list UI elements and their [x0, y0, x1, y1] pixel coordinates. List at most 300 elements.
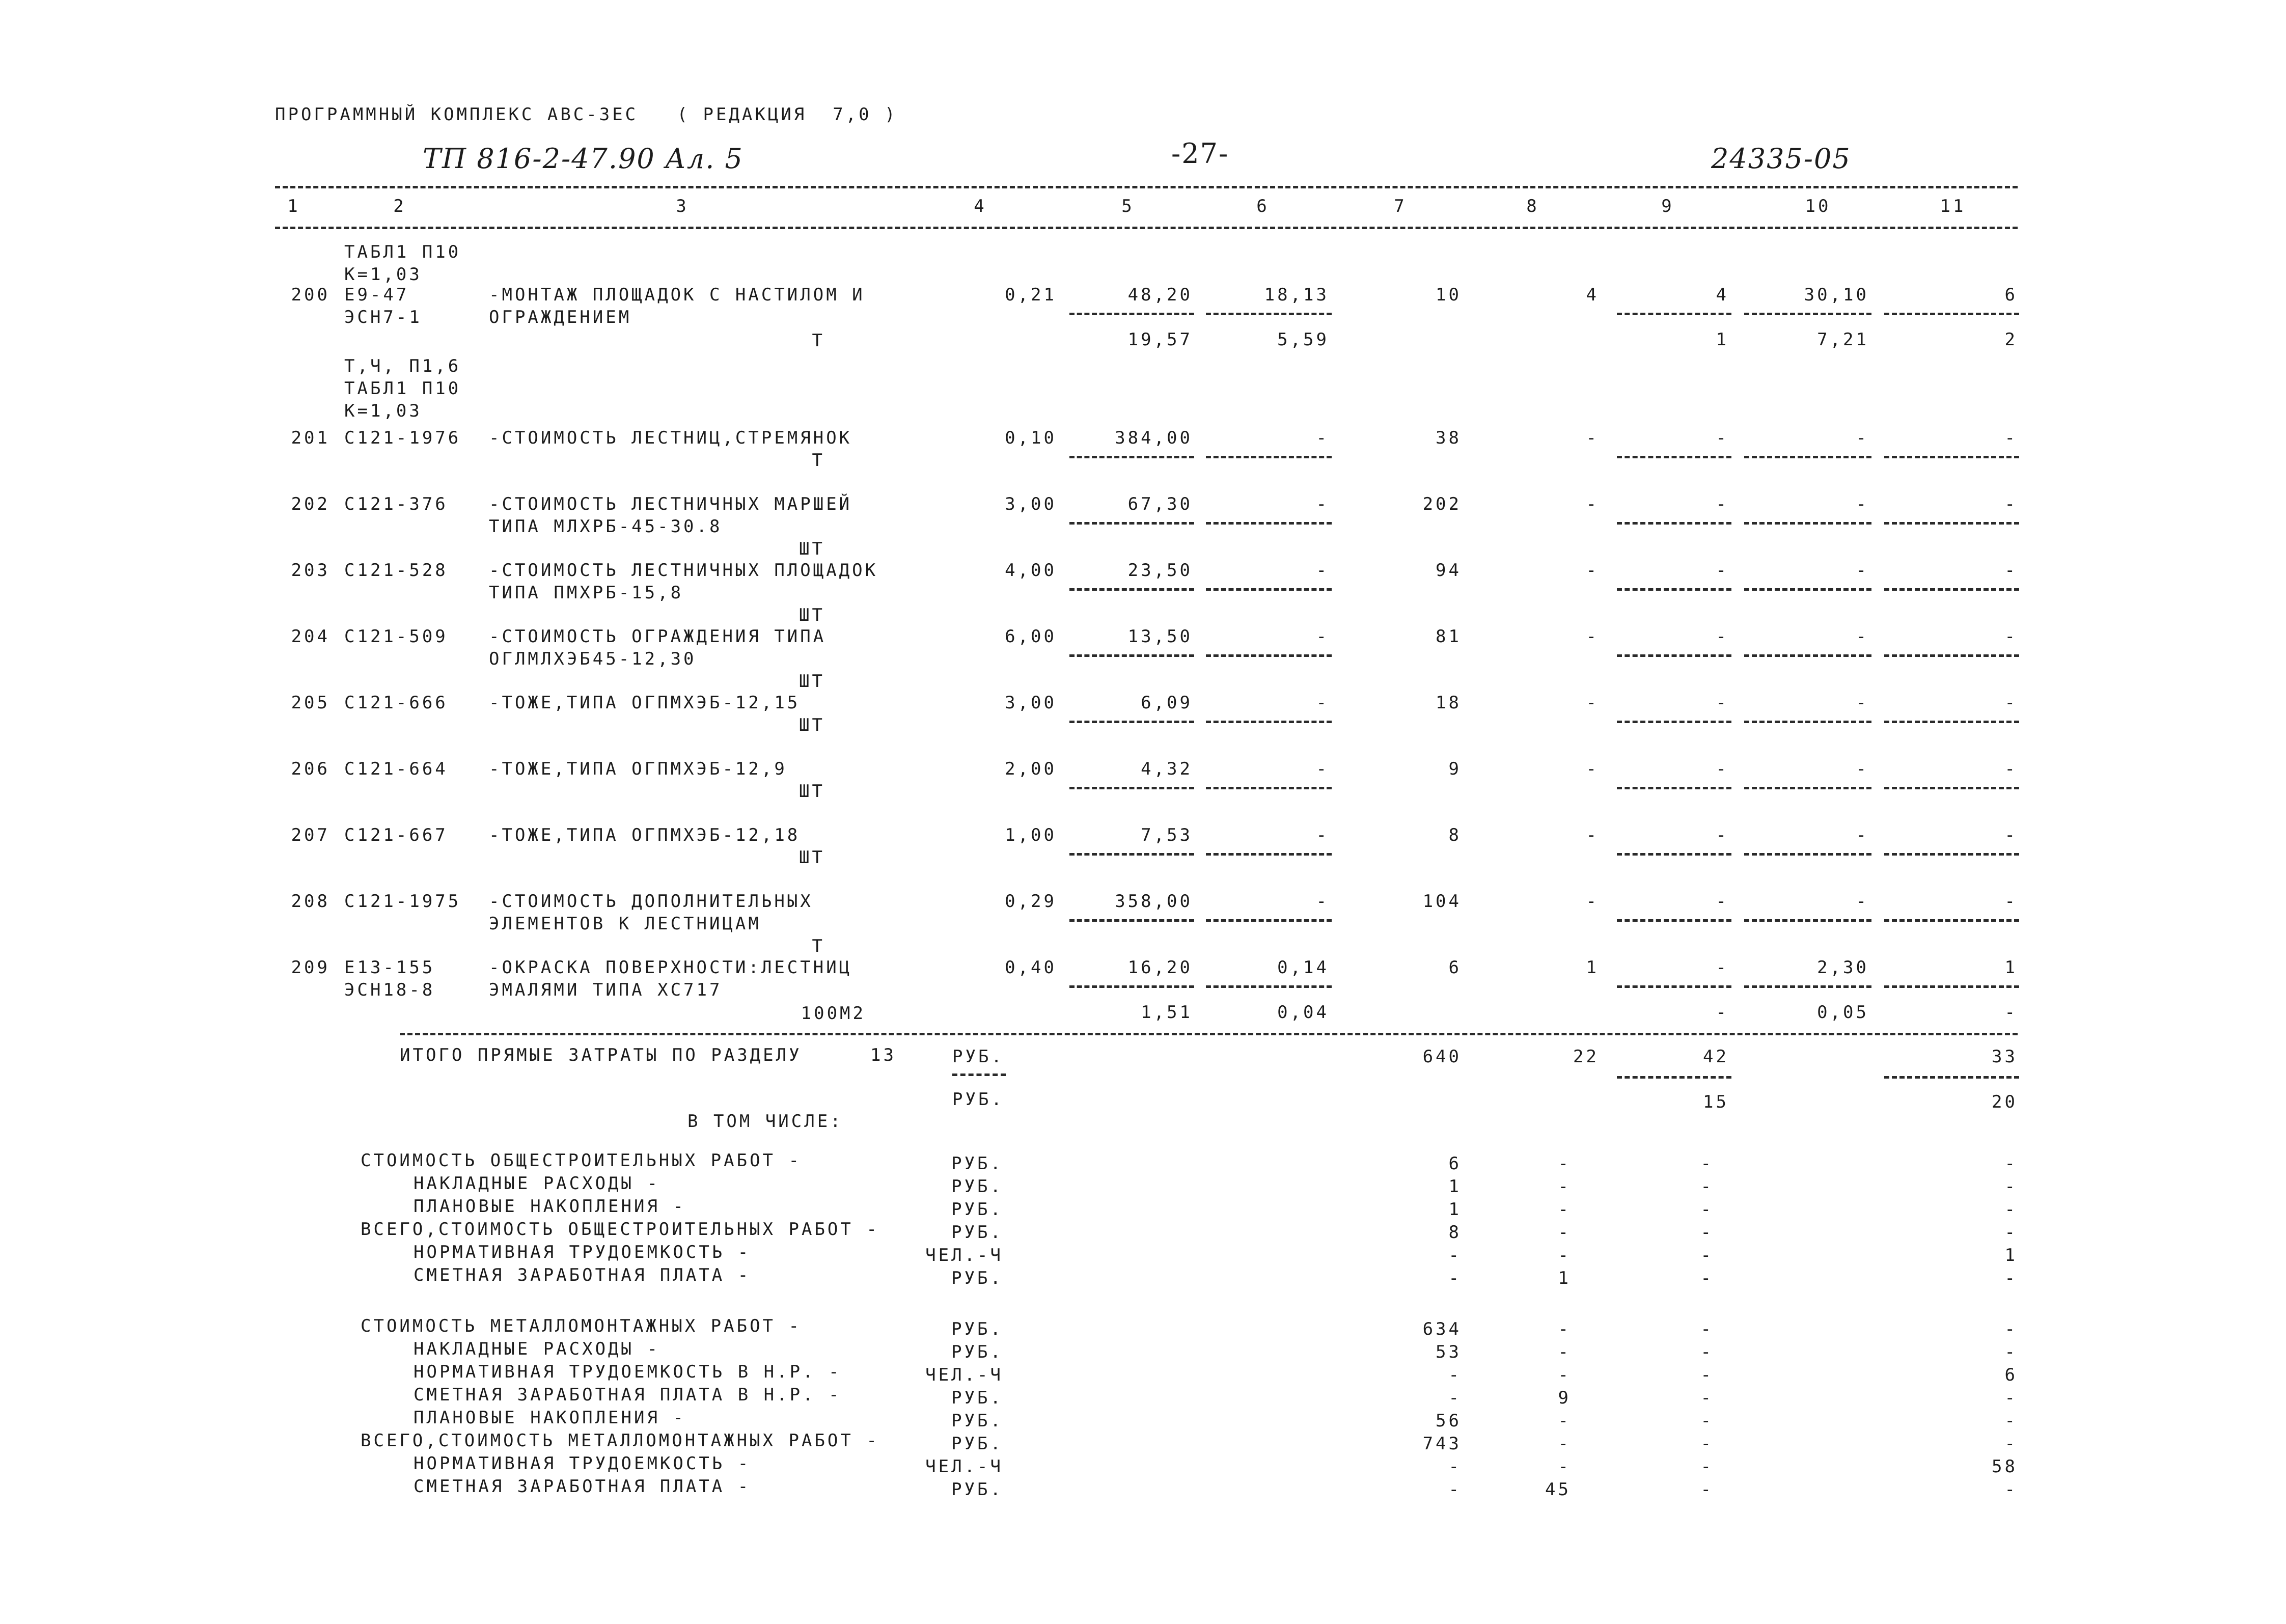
value-c6: -	[1316, 428, 1329, 448]
wage-c9b: 1	[1716, 329, 1729, 350]
subline-c6	[1206, 456, 1332, 458]
summary-c9: -	[1700, 1434, 1714, 1454]
norm-code: С121-666	[344, 693, 448, 713]
value-c6: -	[1316, 759, 1329, 779]
subline-c9	[1617, 588, 1731, 591]
summary-c7: -	[1448, 1245, 1462, 1265]
wage-c5b: 19,57	[1127, 329, 1193, 350]
column-number-2: 2	[393, 196, 406, 216]
work-name: -СТОИМОСТЬ ДОПОЛНИТЕЛЬНЫХ	[489, 891, 813, 912]
quantity: 0,10	[1005, 428, 1057, 448]
value-c6: -	[1316, 494, 1329, 514]
column-number-6: 6	[1256, 196, 1270, 216]
summary-c11: -	[2004, 1268, 2018, 1288]
total-c9b: 15	[1703, 1092, 1729, 1112]
row-number: 205	[291, 693, 330, 713]
value-c7: 10	[1436, 285, 1462, 305]
value-c5: 358,00	[1115, 891, 1193, 912]
value-c9: -	[1716, 825, 1729, 845]
subline-c11	[1884, 588, 2019, 591]
subline-c11	[1884, 522, 2019, 525]
value-c7: 81	[1436, 626, 1462, 647]
value-c8: -	[1586, 494, 1599, 514]
subline-c10	[1744, 522, 1871, 525]
total-c8: 22	[1573, 1047, 1599, 1067]
value-c9: -	[1716, 626, 1729, 647]
value-c5: 48,20	[1127, 285, 1193, 305]
summary-c8: 45	[1545, 1479, 1571, 1500]
summary-c11: -	[2004, 1319, 2018, 1339]
summary-c9: -	[1700, 1479, 1714, 1500]
value-c10: -	[1856, 891, 1869, 912]
summary-c7: 743	[1422, 1434, 1462, 1454]
summary-c9: -	[1700, 1319, 1714, 1339]
work-name: -ТОЖЕ,ТИПА ОГПМХЭБ-12,18	[489, 825, 801, 845]
value-c5: 13,50	[1127, 626, 1193, 647]
value-c8: -	[1586, 759, 1599, 779]
subline-c10	[1744, 313, 1871, 315]
value-c5: 7,53	[1141, 825, 1193, 845]
summary-c8: 9	[1558, 1388, 1571, 1408]
value-c6: 18,13	[1264, 285, 1329, 305]
summary-c8: -	[1558, 1342, 1571, 1362]
subline-c5	[1069, 522, 1194, 525]
value-c6: -	[1316, 825, 1329, 845]
norm-code: С121-509	[344, 626, 448, 647]
subline-c6	[1206, 721, 1332, 723]
norm-code: Е13-155	[344, 957, 435, 978]
summary-c11: -	[2004, 1176, 2018, 1197]
value-c9: -	[1716, 560, 1729, 581]
total-c9-rule	[1617, 1076, 1731, 1079]
value-c6: -	[1316, 693, 1329, 713]
unit: ШТ	[799, 539, 825, 559]
summary-c8: -	[1558, 1434, 1571, 1454]
value-c5: 23,50	[1127, 560, 1193, 581]
norm-code: С121-664	[344, 759, 448, 779]
summary-c11: -	[2004, 1199, 2018, 1220]
total-unit-2: РУБ.	[952, 1089, 1004, 1110]
quantity: 0,40	[1005, 957, 1057, 978]
summary-unit: РУБ.	[951, 1434, 1003, 1454]
subline-c9	[1617, 721, 1731, 723]
row-number: 209	[291, 957, 330, 978]
value-c11: -	[2004, 494, 2018, 514]
page-number: -27-	[1171, 137, 1229, 170]
summary-c7: -	[1448, 1268, 1462, 1288]
value-c11: -	[2004, 759, 2018, 779]
summary-c9: -	[1700, 1411, 1714, 1431]
summary-unit: ЧЕЛ.-Ч	[925, 1245, 1003, 1265]
summary-label: СМЕТНАЯ ЗАРАБОТНАЯ ПЛАТА В Н.Р. -	[414, 1385, 842, 1405]
norm-code: С121-528	[344, 560, 448, 581]
subline-c10	[1744, 721, 1871, 723]
value-c10: -	[1856, 626, 1869, 647]
value-c7: 8	[1448, 825, 1462, 845]
value-c7: 104	[1422, 891, 1462, 912]
value-c10: -	[1856, 825, 1869, 845]
summary-unit: РУБ.	[951, 1199, 1003, 1220]
value-c8: 1	[1586, 957, 1599, 978]
work-name: -СТОИМОСТЬ ОГРАЖДЕНИЯ ТИПА	[489, 626, 827, 647]
summary-c11: -	[2004, 1388, 2018, 1408]
subline-c11	[1884, 853, 2019, 856]
work-name: ОГЛМЛХЭБ45-12,30	[489, 649, 697, 669]
row-number: 203	[291, 560, 330, 581]
subline-c11	[1884, 721, 2019, 723]
archive-number: 24335-05	[1711, 143, 1851, 175]
row-number: 201	[291, 428, 330, 448]
subline-c5	[1069, 456, 1194, 458]
value-c11: -	[2004, 693, 2018, 713]
unit: 100М2	[801, 1003, 866, 1024]
summary-c9: -	[1700, 1268, 1714, 1288]
subline-c9	[1617, 919, 1731, 922]
value-c8: -	[1586, 560, 1599, 581]
total-c7: 640	[1422, 1047, 1462, 1067]
summary-label: ВСЕГО,СТОИМОСТЬ ОБЩЕСТРОИТЕЛЬНЫХ РАБОТ -	[361, 1219, 879, 1240]
summary-label: СМЕТНАЯ ЗАРАБОТНАЯ ПЛАТА -	[414, 1476, 751, 1497]
value-c9: -	[1716, 693, 1729, 713]
total-unit-rule	[952, 1074, 1006, 1076]
column-number-7: 7	[1394, 196, 1407, 216]
value-c9: -	[1716, 957, 1729, 978]
summary-label: СТОИМОСТЬ МЕТАЛЛОМОНТАЖНЫХ РАБОТ -	[361, 1316, 802, 1336]
norm-code: С121-1976	[344, 428, 461, 448]
summary-c8: 1	[1558, 1268, 1571, 1288]
value-c5: 384,00	[1115, 428, 1193, 448]
summary-c7: 634	[1422, 1319, 1462, 1339]
header-rule-bottom	[275, 227, 2018, 229]
value-c11: -	[2004, 428, 2018, 448]
subline-c9	[1617, 985, 1731, 988]
summary-c11: -	[2004, 1222, 2018, 1243]
summary-c7: 53	[1436, 1342, 1462, 1362]
summary-unit: ЧЕЛ.-Ч	[925, 1456, 1003, 1477]
summary-unit: РУБ.	[951, 1388, 1003, 1408]
column-number-8: 8	[1526, 196, 1539, 216]
subline-c9	[1617, 313, 1731, 315]
subline-c6	[1206, 853, 1332, 856]
value-c7: 18	[1436, 693, 1462, 713]
row-note: Т,Ч, П1,6	[344, 356, 461, 376]
summary-c11: -	[2004, 1411, 2018, 1431]
subline-c9	[1617, 787, 1731, 789]
subline-c10	[1744, 853, 1871, 856]
total-label: ИТОГО ПРЯМЫЕ ЗАТРАТЫ ПО РАЗДЕЛУ	[400, 1045, 802, 1065]
wage-c11b: -	[2004, 1002, 2018, 1023]
value-c7: 202	[1422, 494, 1462, 514]
work-name: ЭМАЛЯМИ ТИПА ХС717	[489, 980, 723, 1000]
unit: ШТ	[799, 781, 825, 802]
summary-c9: -	[1700, 1199, 1714, 1220]
row-number: 202	[291, 494, 330, 514]
row-note: ТАБЛ1 П10	[344, 242, 461, 262]
subline-c11	[1884, 787, 2019, 789]
subline-c11	[1884, 985, 2019, 988]
value-c11: -	[2004, 891, 2018, 912]
column-number-3: 3	[676, 196, 689, 216]
summary-c8: -	[1558, 1456, 1571, 1477]
summary-label: ПЛАНОВЫЕ НАКОПЛЕНИЯ -	[414, 1196, 686, 1217]
subline-c6	[1206, 522, 1332, 525]
value-c6: -	[1316, 891, 1329, 912]
column-number-5: 5	[1121, 196, 1135, 216]
total-rule	[400, 1033, 2018, 1035]
summary-c11: 58	[1992, 1456, 2018, 1477]
summary-label: ПЛАНОВЫЕ НАКОПЛЕНИЯ -	[414, 1408, 686, 1428]
value-c11: -	[2004, 825, 2018, 845]
summary-c11: -	[2004, 1479, 2018, 1500]
value-c9: -	[1716, 759, 1729, 779]
row-note: ТАБЛ1 П10	[344, 378, 461, 399]
row-number: 204	[291, 626, 330, 647]
value-c6: -	[1316, 560, 1329, 581]
summary-unit: РУБ.	[951, 1176, 1003, 1197]
work-name: -ТОЖЕ,ТИПА ОГПМХЭБ-12,15	[489, 693, 801, 713]
summary-c8: -	[1558, 1319, 1571, 1339]
subline-c10	[1744, 654, 1871, 657]
work-name: -СТОИМОСТЬ ЛЕСТНИЧНЫХ ПЛОЩАДОК	[489, 560, 878, 581]
quantity: 6,00	[1005, 626, 1057, 647]
subline-c5	[1069, 654, 1194, 657]
summary-unit: РУБ.	[951, 1479, 1003, 1500]
value-c8: -	[1586, 626, 1599, 647]
value-c7: 38	[1436, 428, 1462, 448]
summary-label: СТОИМОСТЬ ОБЩЕСТРОИТЕЛЬНЫХ РАБОТ -	[361, 1150, 802, 1171]
subline-c6	[1206, 919, 1332, 922]
subline-c10	[1744, 456, 1871, 458]
norm-code: С121-1975	[344, 891, 461, 912]
unit: Т	[812, 936, 825, 956]
summary-c9: -	[1700, 1245, 1714, 1265]
value-c6: -	[1316, 626, 1329, 647]
subline-c10	[1744, 588, 1871, 591]
subline-c5	[1069, 919, 1194, 922]
norm-code: ЭСН7-1	[344, 307, 422, 327]
subline-c11	[1884, 654, 2019, 657]
summary-c9: -	[1700, 1153, 1714, 1174]
summary-unit: РУБ.	[951, 1268, 1003, 1288]
total-c11-rule	[1884, 1076, 2019, 1079]
quantity: 2,00	[1005, 759, 1057, 779]
value-c6: 0,14	[1277, 957, 1329, 978]
row-number: 200	[291, 285, 330, 305]
summary-c9: -	[1700, 1176, 1714, 1197]
summary-c8: -	[1558, 1245, 1571, 1265]
value-c11: 1	[2004, 957, 2018, 978]
value-c5: 16,20	[1127, 957, 1193, 978]
value-c7: 94	[1436, 560, 1462, 581]
value-c10: -	[1856, 693, 1869, 713]
value-c10: 2,30	[1817, 957, 1869, 978]
summary-unit: РУБ.	[951, 1153, 1003, 1174]
summary-c11: -	[2004, 1434, 2018, 1454]
program-header: ПРОГРАММНЫЙ КОМПЛЕКС АВС-3ЕС ( РЕДАКЦИЯ 7,0 )	[275, 104, 898, 125]
total-unit: РУБ.	[952, 1047, 1004, 1067]
summary-label: НАКЛАДНЫЕ РАСХОДЫ -	[414, 1339, 660, 1359]
subline-c5	[1069, 853, 1194, 856]
wage-c9b: -	[1716, 1002, 1729, 1023]
summary-c11: -	[2004, 1153, 2018, 1174]
summary-c7: -	[1448, 1365, 1462, 1385]
row-number: 206	[291, 759, 330, 779]
value-c8: 4	[1586, 285, 1599, 305]
summary-c8: -	[1558, 1153, 1571, 1174]
summary-c7: 56	[1436, 1411, 1462, 1431]
summary-c11: 1	[2004, 1245, 2018, 1265]
summary-c9: -	[1700, 1342, 1714, 1362]
value-c10: -	[1856, 494, 1869, 514]
summary-c9: -	[1700, 1365, 1714, 1385]
unit: ШТ	[799, 847, 825, 868]
column-number-11: 11	[1940, 196, 1966, 216]
column-number-1: 1	[287, 196, 300, 216]
work-name: ОГРАЖДЕНИЕМ	[489, 307, 632, 327]
value-c8: -	[1586, 428, 1599, 448]
summary-c9: -	[1700, 1388, 1714, 1408]
value-c7: 6	[1448, 957, 1462, 978]
wage-c10b: 0,05	[1817, 1002, 1869, 1023]
summary-label: НОРМАТИВНАЯ ТРУДОЕМКОСТЬ -	[414, 1242, 751, 1262]
value-c5: 67,30	[1127, 494, 1193, 514]
quantity: 3,00	[1005, 693, 1057, 713]
column-number-9: 9	[1661, 196, 1674, 216]
subline-c5	[1069, 985, 1194, 988]
summary-unit: РУБ.	[951, 1342, 1003, 1362]
summary-c8: -	[1558, 1199, 1571, 1220]
wage-c5b: 1,51	[1141, 1002, 1193, 1023]
norm-code: ЭСН18-8	[344, 980, 435, 1000]
quantity: 1,00	[1005, 825, 1057, 845]
subline-c6	[1206, 654, 1332, 657]
value-c11: -	[2004, 626, 2018, 647]
work-name: -МОНТАЖ ПЛОЩАДОК С НАСТИЛОМ И	[489, 285, 865, 305]
subline-c9	[1617, 522, 1731, 525]
summary-c8: -	[1558, 1365, 1571, 1385]
quantity: 0,29	[1005, 891, 1057, 912]
subline-c6	[1206, 313, 1332, 315]
subline-c6	[1206, 985, 1332, 988]
subline-c5	[1069, 721, 1194, 723]
doc-reference: ТП 816-2-47.90 Ал. 5	[423, 143, 743, 175]
summary-unit: ЧЕЛ.-Ч	[925, 1365, 1003, 1385]
summary-c11: -	[2004, 1342, 2018, 1362]
work-name: -ТОЖЕ,ТИПА ОГПМХЭБ-12,9	[489, 759, 787, 779]
value-c5: 6,09	[1141, 693, 1193, 713]
norm-code: С121-376	[344, 494, 448, 514]
unit: ШТ	[799, 671, 825, 692]
subline-c9	[1617, 456, 1731, 458]
summary-c8: -	[1558, 1411, 1571, 1431]
summary-c9: -	[1700, 1222, 1714, 1243]
summary-c7: 6	[1448, 1153, 1462, 1174]
header-rule-top	[275, 186, 2018, 188]
value-c7: 9	[1448, 759, 1462, 779]
summary-unit: РУБ.	[951, 1222, 1003, 1243]
subline-c11	[1884, 456, 2019, 458]
wage-c11b: 2	[2004, 329, 2018, 350]
column-number-4: 4	[974, 196, 987, 216]
value-c11: 6	[2004, 285, 2018, 305]
summary-c7: 8	[1448, 1222, 1462, 1243]
summary-c7: -	[1448, 1456, 1462, 1477]
work-name: ТИПА ПМХРБ-15,8	[489, 583, 684, 603]
summary-label: СМЕТНАЯ ЗАРАБОТНАЯ ПЛАТА -	[414, 1265, 751, 1285]
subline-c6	[1206, 787, 1332, 789]
summary-unit: РУБ.	[951, 1319, 1003, 1339]
quantity: 4,00	[1005, 560, 1057, 581]
value-c11: -	[2004, 560, 2018, 581]
value-c10: -	[1856, 759, 1869, 779]
subline-c9	[1617, 654, 1731, 657]
unit: Т	[812, 450, 825, 471]
subline-c5	[1069, 588, 1194, 591]
value-c8: -	[1586, 891, 1599, 912]
summary-c7: -	[1448, 1479, 1462, 1500]
row-note: К=1,03	[344, 264, 422, 285]
wage-c6b: 5,59	[1277, 329, 1329, 350]
in-that-heading: В ТОМ ЧИСЛЕ:	[687, 1111, 843, 1132]
summary-c9: -	[1700, 1456, 1714, 1477]
wage-c6b: 0,04	[1277, 1002, 1329, 1023]
summary-unit: РУБ.	[951, 1411, 1003, 1431]
row-note: К=1,03	[344, 401, 422, 421]
value-c9: 4	[1716, 285, 1729, 305]
work-name: -ОКРАСКА ПОВЕРХНОСТИ:ЛЕСТНИЦ	[489, 957, 852, 978]
work-name: -СТОИМОСТЬ ЛЕСТНИЧНЫХ МАРШЕЙ	[489, 494, 852, 514]
column-number-10: 10	[1805, 196, 1831, 216]
value-c10: -	[1856, 560, 1869, 581]
quantity: 0,21	[1005, 285, 1057, 305]
value-c9: -	[1716, 494, 1729, 514]
row-number: 207	[291, 825, 330, 845]
summary-c11: 6	[2004, 1365, 2018, 1385]
norm-code: С121-667	[344, 825, 448, 845]
total-section: 13	[870, 1045, 896, 1065]
row-number: 208	[291, 891, 330, 912]
summary-label: ВСЕГО,СТОИМОСТЬ МЕТАЛЛОМОНТАЖНЫХ РАБОТ -	[361, 1430, 879, 1451]
summary-label: НОРМАТИВНАЯ ТРУДОЕМКОСТЬ В Н.Р. -	[414, 1362, 842, 1382]
summary-c7: -	[1448, 1388, 1462, 1408]
subline-c5	[1069, 787, 1194, 789]
work-name: ТИПА МЛХРБ-45-30.8	[489, 516, 723, 537]
summary-c8: -	[1558, 1222, 1571, 1243]
quantity: 3,00	[1005, 494, 1057, 514]
total-c11b: 20	[1992, 1092, 2018, 1112]
subline-c9	[1617, 853, 1731, 856]
subline-c5	[1069, 313, 1194, 315]
unit: Т	[812, 331, 825, 351]
value-c9: -	[1716, 428, 1729, 448]
subline-c10	[1744, 787, 1871, 789]
subline-c11	[1884, 313, 2019, 315]
summary-label: НОРМАТИВНАЯ ТРУДОЕМКОСТЬ -	[414, 1453, 751, 1474]
summary-c7: 1	[1448, 1176, 1462, 1197]
value-c10: 30,10	[1804, 285, 1869, 305]
work-name: -СТОИМОСТЬ ЛЕСТНИЦ,СТРЕМЯНОК	[489, 428, 852, 448]
summary-c8: -	[1558, 1176, 1571, 1197]
value-c10: -	[1856, 428, 1869, 448]
norm-code: Е9-47	[344, 285, 409, 305]
subline-c10	[1744, 919, 1871, 922]
total-c11: 33	[1992, 1047, 2018, 1067]
unit: ШТ	[799, 605, 825, 625]
value-c8: -	[1586, 825, 1599, 845]
summary-label: НАКЛАДНЫЕ РАСХОДЫ -	[414, 1173, 660, 1194]
subline-c6	[1206, 588, 1332, 591]
value-c9: -	[1716, 891, 1729, 912]
